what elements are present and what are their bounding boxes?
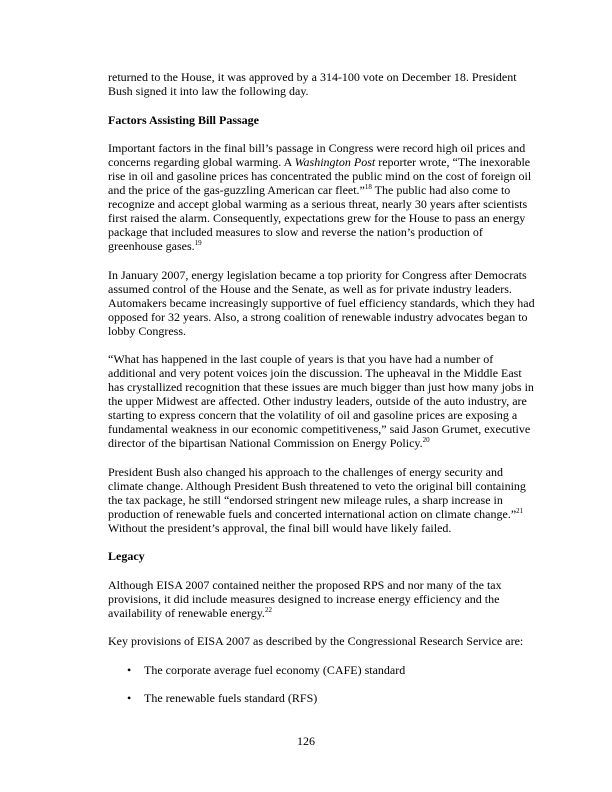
page-number: 126	[297, 734, 315, 748]
text-line: In January 2007, energy legislation became a top priority for Congress after Democrats	[108, 267, 527, 282]
text-line: package that included measures to slow and reverse the nation’s production of	[108, 225, 483, 239]
text-line	[108, 436, 512, 450]
paragraph-key-provisions	[108, 634, 524, 648]
text-line: returned to the House, it was approved by a 314-100 vote on December 18. President	[108, 70, 517, 84]
text-line: recognize and accept global warming as a serious threat, nearly 30 years after scientists	[108, 197, 528, 211]
text-line: the tax package, he still “endorsed stringent new mileage rules, a sharp increase in	[108, 492, 503, 507]
footnote-ref[interactable]: 18	[364, 183, 372, 191]
text-line: rise in oil and gasoline prices has concentrated the public mind on the cost of foreign oil	[108, 169, 532, 183]
text-line: starting to express concern that the volatility of oil and gasoline prices are exposing a	[108, 408, 518, 422]
text-line: the upper Midwest are affected. Other industry leaders, outside of the auto industry, are	[108, 394, 527, 408]
text-line	[108, 606, 512, 620]
text-line: opposed for 32 years. Also, a strong coalition of renewable industry advocates began to	[108, 309, 528, 324]
text-line: provisions, it did include measures designed to increase energy efficiency and the	[108, 591, 500, 606]
footnote-ref[interactable]: 19	[194, 239, 202, 247]
text: The public had also come to	[371, 183, 511, 197]
text-line	[108, 239, 512, 253]
paragraph-january-2007	[108, 267, 535, 338]
document-page	[108, 70, 535, 720]
bullet-list	[108, 663, 512, 706]
text: director of the bipartisan National Commission on Energy Policy.	[108, 436, 423, 450]
text: production of renewable fuels and concerted international action on climate change.”	[108, 506, 517, 521]
text-line: Important factors in the final bill’s passage in Congress were record high oil prices and	[108, 141, 526, 155]
list-item-text: The corporate average fuel economy (CAFE) standard	[144, 662, 406, 677]
text-line: climate change. Although President Bush threatened to veto the original bill containing	[108, 478, 526, 493]
paragraph-president-bush	[108, 464, 526, 535]
bullet-icon: •	[127, 691, 132, 705]
list-item-text: The renewable fuels standard (RFS)	[144, 691, 318, 705]
text-line: first raised the alarm. Consequently, expectations grew for the House to pass an energy	[108, 211, 526, 225]
text: reporter wrote, “The inexorable	[375, 155, 531, 169]
text-line: Bush signed it into law the following day.	[108, 84, 309, 98]
text-line: additional and very potent voices join the discussion. The upheaval in the Middle East	[108, 366, 522, 380]
text-line: Although EISA 2007 contained neither the proposed RPS and nor many of the tax	[108, 577, 502, 592]
footnote-ref[interactable]: 20	[422, 436, 430, 444]
section-heading-legacy	[108, 549, 512, 563]
footnote-ref[interactable]: 21	[516, 506, 524, 515]
bullet-icon: •	[127, 662, 132, 677]
heading-text: Factors Assisting Bill Passage	[108, 112, 260, 127]
text-line: “What has happened in the last couple of years is that you have had a number of	[108, 352, 494, 366]
text-line: fundamental weakness in our economic competitiveness,” said Jason Grumet, executive	[108, 422, 531, 436]
text-line: Without the president’s approval, the final bill would have likely failed.	[108, 520, 452, 535]
text-line: President Bush also changed his approach to the challenges of energy security and	[108, 464, 503, 479]
text-line	[108, 506, 524, 521]
paragraph-legacy	[108, 578, 512, 620]
publication-title: Washington Post	[294, 155, 376, 169]
list-item	[108, 691, 512, 705]
paragraph-quote	[108, 352, 534, 450]
text-line: has crystallized recognition that these issues are much bigger than just how many jobs in	[108, 380, 534, 394]
text-line: Key provisions of EISA 2007 as described by the Congressional Research Service are:	[108, 634, 524, 648]
list-item	[108, 663, 512, 677]
text-line: assumed control of the House and the Senate, as well as for private industry leaders.	[108, 281, 512, 296]
text: concerns regarding global warming. A	[108, 155, 295, 169]
paragraph-factors	[108, 141, 532, 253]
section-heading-factors	[108, 113, 512, 127]
text-line	[108, 155, 531, 169]
text-line: lobby Congress.	[108, 323, 186, 338]
text-line	[108, 183, 512, 197]
text: greenhouse gases.	[108, 239, 195, 253]
text: and the price of the gas-guzzling American car fleet.”	[108, 183, 365, 197]
text-line: Automakers became increasingly supportive of fuel efficiency standards, which they had	[108, 295, 535, 310]
paragraph-vote	[108, 70, 517, 98]
heading-text: Legacy	[108, 549, 145, 563]
text: availability of renewable energy.	[108, 605, 265, 620]
footnote-ref[interactable]: 22	[264, 605, 272, 614]
